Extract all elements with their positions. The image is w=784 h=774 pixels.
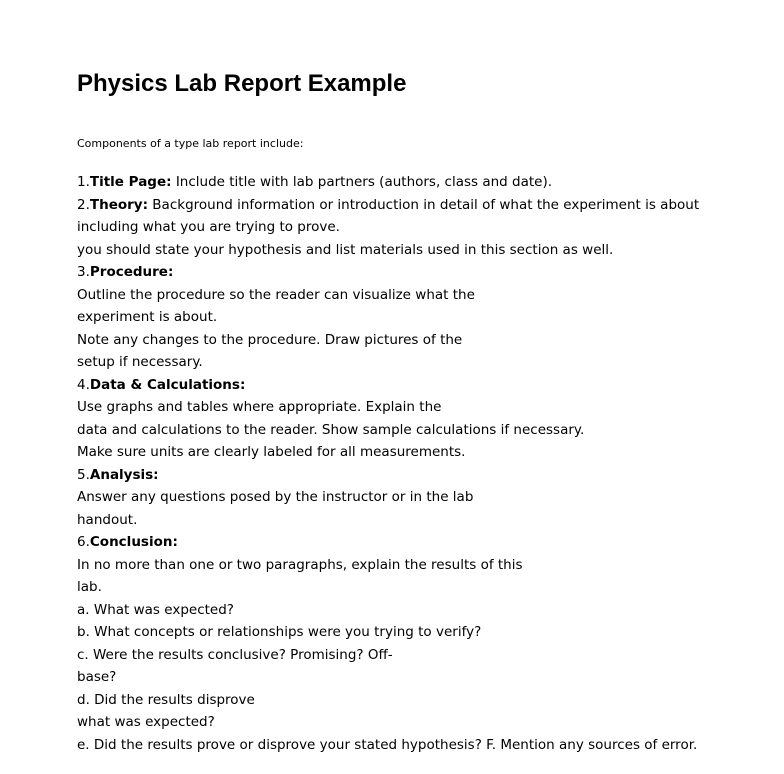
section-number: 6.: [77, 534, 90, 550]
section-heading-line: [77, 261, 699, 284]
section-text-line: base?: [77, 669, 117, 685]
section-text-line: experiment is about.: [77, 309, 218, 325]
section-text-line: handout.: [77, 511, 138, 528]
section-inline-text: Background information or introduction in detail of what the experiment is about: [148, 196, 700, 213]
section-heading: Theory:: [89, 196, 148, 213]
section-heading-line: [77, 531, 699, 554]
section-text-line: data and calculations to the reader. Show sample calculations if necessary.: [77, 421, 585, 438]
section-text-line: b. What concepts or relationships were you trying to verify?: [77, 624, 482, 640]
page-title: Physics Lab Report Example: [77, 70, 407, 97]
section-text-line: Make sure units are clearly labeled for all measurements.: [77, 444, 466, 460]
section-heading: Conclusion:: [89, 534, 178, 550]
section-heading: Data & Calculations:: [89, 376, 246, 393]
section-number: 3.: [77, 264, 90, 280]
section-heading-line: [77, 171, 699, 194]
section-text-line: including what you are trying to prove.: [77, 219, 340, 235]
section-text-line: Outline the procedure so the reader can visualize what the: [77, 286, 475, 303]
section-heading: Analysis:: [89, 466, 159, 483]
section-text-line: what was expected?: [77, 714, 215, 730]
section-number: 5.: [77, 466, 90, 483]
section-text-line: In no more than one or two paragraphs, explain the results of this: [77, 556, 523, 573]
section-heading-line: [77, 194, 699, 217]
section-heading-line: [77, 374, 699, 397]
section-text-line: e. Did the results prove or disprove your stated hypothesis? F. Mention any sources of error.: [77, 736, 698, 753]
section-text-line: a. What was expected?: [77, 601, 234, 618]
section-text-line: c. Were the results conclusive? Promising? Off-: [77, 646, 393, 663]
section-text-line: lab.: [77, 579, 102, 595]
section-text-line: d. Did the results disprove: [77, 691, 255, 708]
section-heading-line: [77, 464, 699, 487]
section-inline-text: Include title with lab partners (authors, class and date).: [171, 174, 553, 190]
section-text-line: Use graphs and tables where appropriate. Explain the: [77, 399, 442, 415]
section-text-line: you should state your hypothesis and list materials used in this section as well.: [77, 241, 614, 258]
section-text-line: Note any changes to the procedure. Draw pictures of the: [77, 331, 463, 348]
section-text-line: setup if necessary.: [77, 354, 203, 370]
document-body: [77, 171, 699, 756]
section-heading: Procedure:: [89, 264, 174, 280]
section-number: 2.: [77, 196, 90, 213]
section-number: 1.: [77, 174, 90, 190]
section-text-line: Answer any questions posed by the instructor or in the lab: [77, 489, 474, 505]
intro-text: Components of a type lab report include:: [77, 137, 304, 150]
section-number: 4.: [77, 376, 90, 393]
section-heading: Title Page:: [89, 174, 172, 190]
